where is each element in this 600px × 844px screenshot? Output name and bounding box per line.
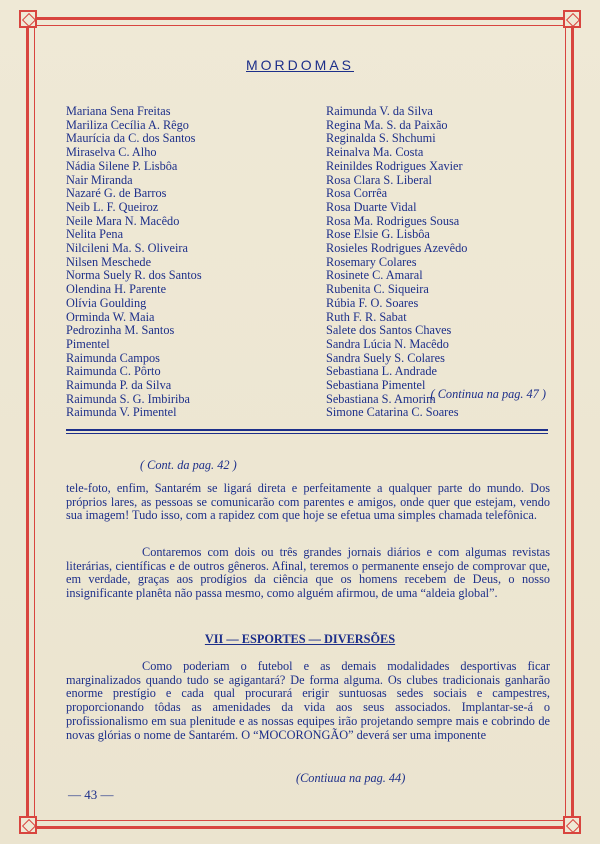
name-item: Rosa Clara S. Liberal [326, 172, 432, 187]
name-item: Raimunda S. G. Imbiriba [66, 391, 190, 406]
divider-line [66, 433, 548, 434]
name-item: Reginalda S. Shchumi [326, 131, 436, 146]
divider-line [66, 429, 548, 431]
name-item: Sebastiana L. Andrade [326, 364, 437, 379]
name-item: Reinildes Rodrigues Xavier [326, 158, 463, 173]
name-item: Rosa Duarte Vidal [326, 199, 417, 214]
name-item: Simone Catarina C. Soares [326, 405, 459, 420]
paragraph: tele-foto, enfim, Santarém se ligará direta e perfeitamente a qualquer parte do mundo. Dos próprios lares, as pessoas se comunicarão com parentes e amigos, onde quer que estejam, vendo sua imagem! Tudo isso, com a rapidez com que hoje se efetua uma simples chamada telefônica. [66, 481, 550, 523]
section-heading: VII — ESPORTES — DIVERSÕES [204, 632, 396, 646]
name-item: Sebastiana Pimentel [326, 378, 426, 393]
continued-from-note: ( Cont. da pag. 42 ) [140, 458, 237, 472]
name-item: Sandra Suely S. Colares [326, 350, 445, 365]
name-item: Salete dos Santos Chaves [326, 323, 452, 338]
page-number: — 43 — [68, 787, 114, 802]
name-item: Nazaré G. de Barros [66, 186, 167, 201]
name-item: Rosa Corrêa [326, 186, 388, 201]
name-item: Nair Miranda [66, 172, 133, 187]
name-item: Rosa Ma. Rodrigues Sousa [326, 213, 460, 228]
name-item: Rubenita C. Siqueira [326, 282, 429, 297]
name-item: Neile Mara N. Macêdo [66, 213, 180, 228]
name-item: Rúbia F. O. Soares [326, 295, 419, 310]
name-item: Raimunda V. da Silva [326, 104, 433, 118]
names-list-right [326, 105, 467, 420]
corner-ornament-icon [563, 816, 581, 834]
corner-ornament-icon [19, 10, 37, 28]
paragraph: Contaremos com dois ou três grandes jornais diários e com algumas revistas literárias, científicas e de outros gêneros. Afinal, teremos o permanente ensejo de comprovar que, em verdade, graças aos prodígios da ciência que os homens recebem de Deus, o nosso insignificante planêta não passa mesmo, como alguém afirmou, de uma “aldeia global”. [66, 545, 550, 601]
name-item: Sandra Lúcia N. Macêdo [326, 336, 449, 351]
name-item: Mariliza Cecília A. Rêgo [66, 117, 189, 132]
name-item: Neib L. F. Queiroz [66, 199, 159, 214]
name-item: Olendina H. Parente [66, 282, 167, 297]
name-item: Rose Elsie G. Lisbôa [326, 227, 430, 242]
name-item: Rosieles Rodrigues Azevêdo [326, 241, 468, 256]
name-item: Nilcileni Ma. S. Oliveira [66, 241, 188, 256]
name-item: Orminda W. Maia [66, 309, 155, 324]
name-item: Ruth F. R. Sabat [326, 309, 407, 324]
name-item: Maurícia da C. dos Santos [66, 131, 196, 146]
corner-ornament-icon [563, 10, 581, 28]
name-item: Raimunda V. Pimentel [66, 405, 177, 420]
names-list-left [66, 105, 202, 420]
name-item: Norma Suely R. dos Santos [66, 268, 202, 283]
name-item: Nelita Pena [66, 227, 124, 242]
name-item: Rosinete C. Amaral [326, 268, 423, 283]
name-item: Nádia Silene P. Lisbôa [66, 158, 178, 173]
name-item: Raimunda C. Pôrto [66, 364, 161, 379]
paragraph: Como poderiam o futebol e as demais modalidades desportivas ficar marginalizados quando tudo se agigantará? De forma alguma. Os clubes tradicionais ganharão enorme prestígio e cada qual procurará erigir suntuosas sedes sociais e campestres, proporcionando tôdas as amenidades da vida aos seus associados. Implantar-se-á o profissionalismo em sua plenitude e as nossas equipes irão projetando sempre mais e cobrindo de novas glórias o nome de Santarém. O “MOCORONGÃO” deverá ser uma imponente [66, 659, 550, 742]
name-item: Raimunda Campos [66, 350, 160, 365]
continuation-note: ( Continua na pag. 47 ) [430, 387, 546, 401]
name-item: Regina Ma. S. da Paixão [326, 117, 448, 132]
name-item: Olívia Goulding [66, 295, 147, 310]
name-item: Pedrozinha M. Santos [66, 323, 175, 338]
name-item: Mariana Sena Freitas [66, 104, 171, 118]
name-item: Raimunda P. da Silva [66, 378, 172, 393]
name-item: Rosemary Colares [326, 254, 417, 269]
name-item: Reinalva Ma. Costa [326, 145, 424, 160]
name-item: Pimentel [66, 336, 110, 351]
corner-ornament-icon [19, 816, 37, 834]
section-title: MORDOMAS [246, 57, 354, 73]
continuation-note: (Contiuua na pag. 44) [296, 771, 406, 785]
name-item: Nilsen Meschede [66, 254, 152, 269]
name-item: Miraselva C. Alho [66, 145, 157, 160]
name-item: Sebastiana S. Amorim [326, 391, 436, 406]
